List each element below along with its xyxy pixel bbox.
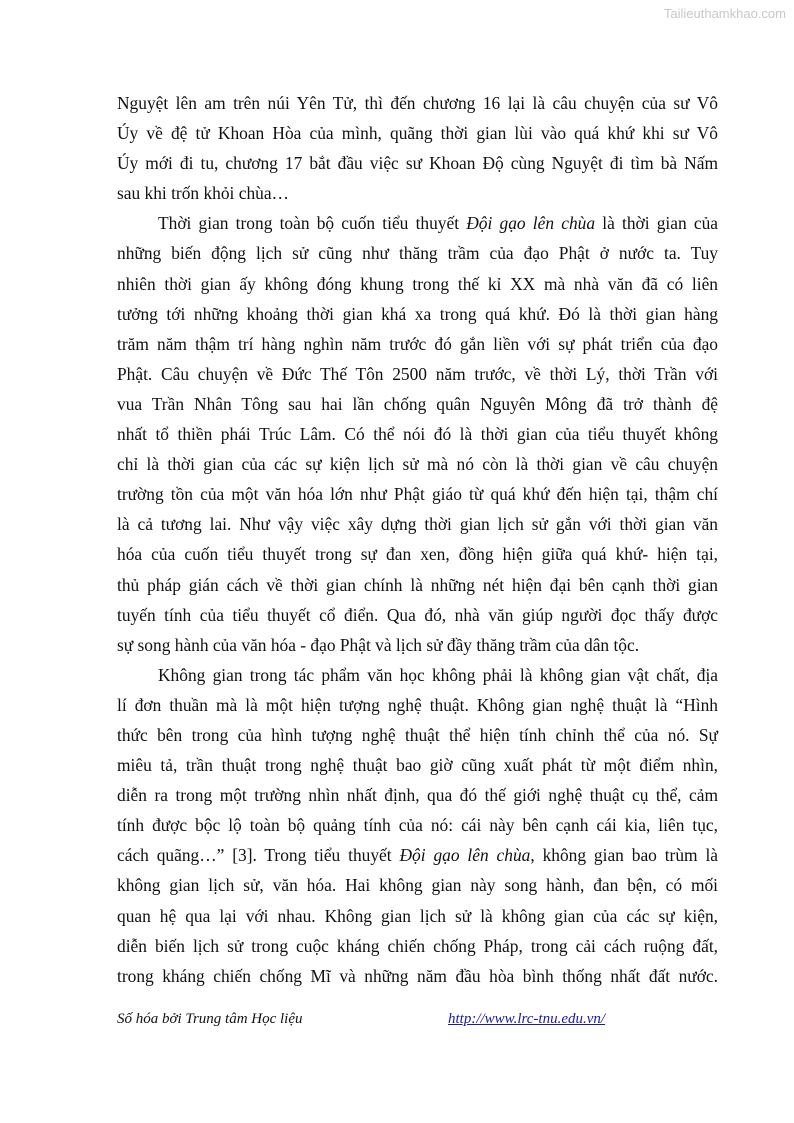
text-line: miêu tả, trần thuật trong nghệ thuật bao giờ cũng xuất phát từ một điểm nhìn, xyxy=(117,755,718,776)
paragraph-1 xyxy=(117,88,718,208)
book-title: Đội gạo lên chùa xyxy=(399,845,531,866)
book-title: Đội gạo lên chùa xyxy=(466,213,596,234)
text-line: sau khi trốn khỏi chùa… xyxy=(117,183,289,204)
watermark: Tailieuthamkhao.com xyxy=(663,6,786,21)
text-line: sự song hành của văn hóa - đạo Phật và lịch sử đầy thăng trầm của dân tộc. xyxy=(117,634,640,655)
text-line: lí đơn thuần mà là một hiện tượng nghệ thuật. Không gian nghệ thuật là “Hình xyxy=(117,694,718,715)
text-line: thủ pháp gián cách về thời gian chính là những nét hiện đại bên cạnh thời gian xyxy=(117,574,718,595)
text-line: diễn ra trong một trường nhìn nhất định, qua đó thế giới nghệ thuật cụ thể, cảm xyxy=(117,785,718,806)
footer-credit: Số hóa bởi Trung tâm Học liệu xyxy=(117,1011,303,1027)
text-line: nhiên thời gian ấy không đóng khung trong thế kỉ XX mà nhà văn đã có liên xyxy=(117,273,718,294)
paragraph-3 xyxy=(117,660,718,991)
text-run: cách quãng…” [3]. Trong tiểu thuyết xyxy=(117,845,400,866)
text-run: , không gian bao trùm là xyxy=(530,845,719,866)
text-line: trăm năm thậm trí hàng nghìn năm trước đó gắn liền với sự phát triển của đạo xyxy=(117,333,718,354)
text-line: nhất tổ thiền phái Trúc Lâm. Có thể nói đó là thời gian của tiểu thuyết không xyxy=(117,424,718,445)
text-line: tuyến tính của tiểu thuyết cổ điển. Qua đó, nhà văn giúp người đọc thấy được xyxy=(117,604,718,625)
text-line: là cả tương lai. Như vậy việc xây dựng thời gian lịch sử gắn với thời gian văn xyxy=(117,514,718,535)
text-line: Úy về đệ tử Khoan Hòa của mình, quãng thời gian lùi vào quá khứ khi sư Vô xyxy=(117,123,718,144)
text-line: Nguyệt lên am trên núi Yên Tử, thì đến chương 16 lại là câu chuyện của sư Vô xyxy=(117,93,718,113)
text-line: diễn biến lịch sử trong cuộc kháng chiến chống Pháp, trong cải cách ruộng đất, xyxy=(117,935,718,956)
text-line: Úy mới đi tu, chương 17 bắt đầu việc sư Khoan Độ cùng Nguyệt đi tìm bà Nấm xyxy=(117,153,718,174)
text-line xyxy=(117,840,718,870)
text-line: tính được bộc lộ toàn bộ quảng tính của nó: cái này bên cạnh cái kia, liên tục, xyxy=(117,815,718,836)
text-line: trường tồn của một văn hóa lớn như Phật giáo từ quá khứ đến hiện tại, thậm chí xyxy=(117,484,718,505)
text-line: không gian lịch sử, văn hóa. Hai không gian này song hành, đan bện, có mối xyxy=(117,875,718,896)
page-footer xyxy=(117,1009,718,1033)
text-line: trong kháng chiến chống Mĩ và những năm đầu hòa bình thống nhất đất nước. xyxy=(117,965,718,986)
text-line: những biến động lịch sử cũng như thăng trầm của đạo Phật ở nước ta. Tuy xyxy=(117,243,718,264)
text-line: Phật. Câu chuyện về Đức Thế Tôn 2500 năm trước, về thời Lý, thời Trần với xyxy=(117,363,718,384)
text-line: thức bên trong của hình tượng nghệ thuật thể hiện tính chỉnh thể của nó. Sự xyxy=(117,724,718,745)
paragraph-2 xyxy=(117,208,718,659)
text-line: Không gian trong tác phẩm văn học không phải là không gian vật chất, địa xyxy=(158,664,718,685)
text-line: vua Trần Nhân Tông sau hai lần chống quân Nguyên Mông đã trở thành đệ xyxy=(117,393,718,414)
text-line: chỉ là thời gian của các sự kiện lịch sử mà nó còn là thời gian về câu chuyện xyxy=(117,454,718,475)
text-line: tưởng tới những khoảng thời gian khá xa trong quá khứ. Đó là thời gian hàng xyxy=(117,303,718,324)
page-body xyxy=(117,88,718,991)
text-line xyxy=(117,208,718,238)
text-run: là thời gian của xyxy=(595,213,719,234)
footer-link[interactable]: http://www.lrc-tnu.edu.vn/ xyxy=(448,1011,606,1027)
text-run: Thời gian trong toàn bộ cuốn tiểu thuyết xyxy=(158,213,467,234)
text-line: quan hệ qua lại với nhau. Không gian lịch sử là không gian của các sự kiện, xyxy=(117,905,718,926)
text-line: hóa của cuốn tiểu thuyết trong sự đan xen, đồng hiện giữa quá khứ- hiện tại, xyxy=(117,544,718,565)
